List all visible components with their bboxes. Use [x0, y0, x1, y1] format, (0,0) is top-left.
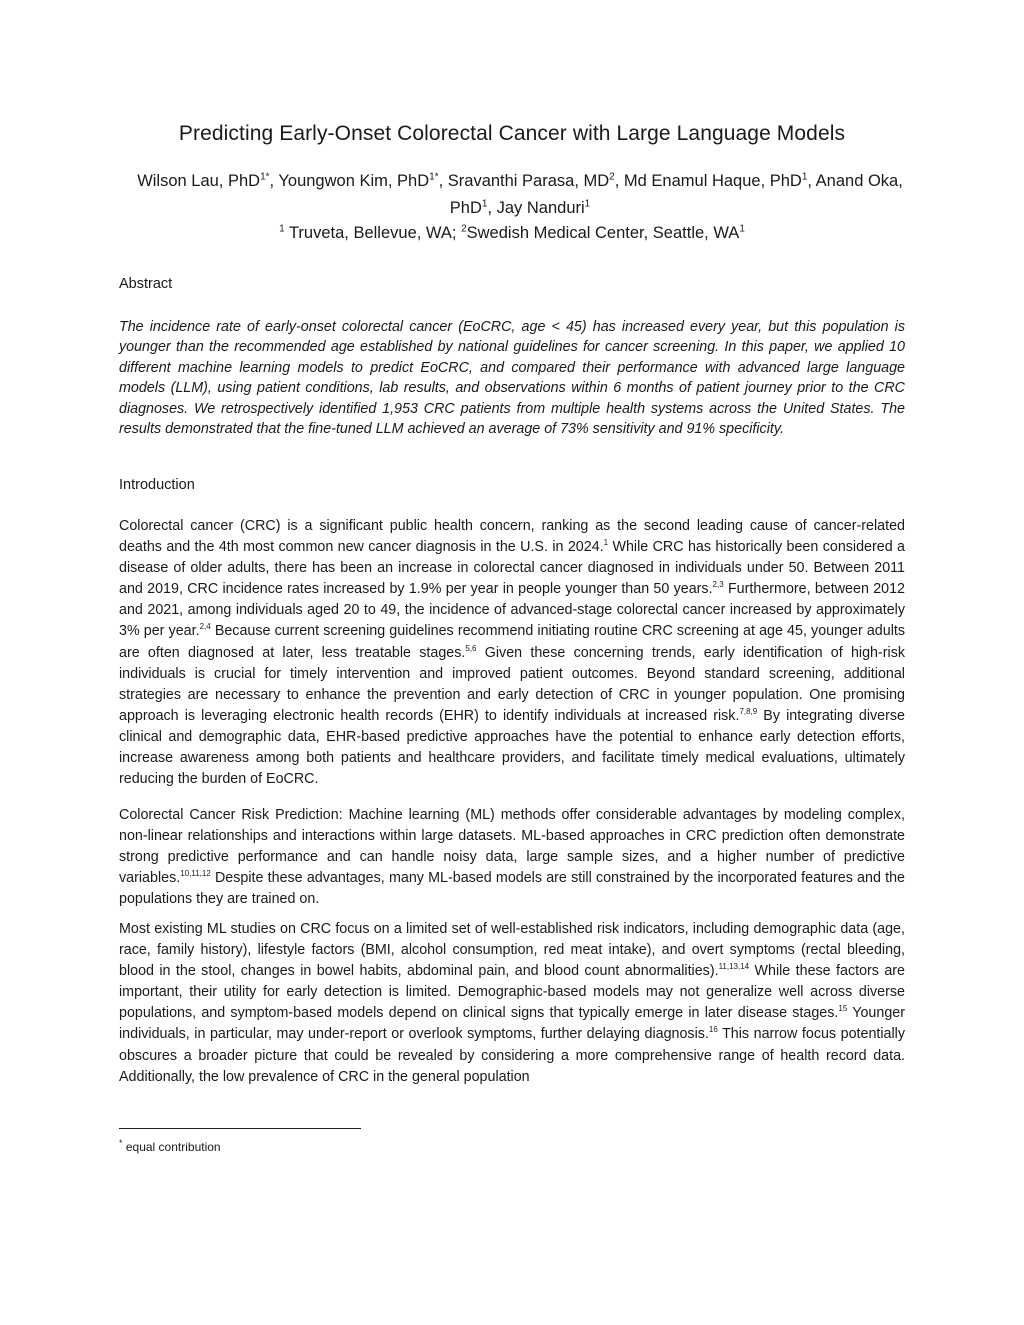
introduction-heading: Introduction	[119, 477, 195, 493]
author-affiliation-mark: 1*	[260, 171, 270, 183]
affiliation-mark: 1	[279, 223, 285, 235]
paragraph-text: Younger individuals, in particular, may under-report or overlook symptoms, further delaying diagnosis.	[119, 1005, 905, 1043]
footnote-divider	[119, 1128, 361, 1129]
paragraph-text: Furthermore, between 2012 and 2021, among individuals aged 20 to 49, the incidence of advanced-stage colorectal cancer increased by approximately 3% per year.	[119, 581, 905, 640]
author-name: Anand Oka, PhD	[449, 172, 903, 217]
citation-ref: 16	[708, 1025, 718, 1035]
citation-ref: 15	[838, 1004, 848, 1014]
author-affiliation-mark: 2	[609, 171, 615, 183]
footnote	[119, 1138, 221, 1156]
citation-ref: 1	[603, 538, 609, 548]
affiliation-mark: 2	[461, 223, 467, 235]
affiliations	[0, 222, 1024, 244]
paragraph-text: By integrating diverse clinical and demographic data, EHR-based predictive approaches have the potential to enhance early detection efforts, increase awareness among both patients and healthcare providers, and facilitate timely medical evaluations, ultimately reducing the burden of EoCRC.	[119, 707, 905, 788]
citation-ref: 10,11,12	[180, 869, 211, 879]
author-affiliation-mark: 1*	[429, 171, 439, 183]
body-paragraph	[119, 919, 905, 1088]
affiliation-text: Swedish Medical Center, Seattle, WA	[466, 224, 740, 242]
author-affiliation-mark: 1	[584, 198, 591, 210]
author-name: Wilson Lau, PhD	[137, 172, 261, 190]
paragraph-text: While these factors are important, their utility for early detection is limited. Demographic-based models may not generalize well across diverse populations, and symptom-based models depend on clinical signs that typically emerge in later disease stages.	[119, 963, 905, 1022]
author-name: Youngwon Kim, PhD	[278, 172, 430, 190]
citation-ref: 2,4	[199, 622, 211, 632]
paragraph-text: Colorectal cancer (CRC) is a significant public health concern, ranking as the second leading cause of cancer-related deaths and the 4th most common new cancer diagnosis in the U.S. in 2024.	[119, 518, 905, 556]
citation-ref: 7,8,9	[739, 707, 758, 717]
citation-ref: 2,3	[712, 580, 724, 590]
author-name: Md Enamul Haque, PhD	[623, 172, 802, 190]
footnote-text: equal contribution	[122, 1140, 221, 1154]
affiliation-mark: 1	[739, 223, 745, 235]
abstract-text: The incidence rate of early-onset colorectal cancer (EoCRC, age < 45) has increased every year, but this population is younger than the recommended age established by national guidelines for cancer screening. In this paper, we applied 10 different machine learning models to predict EoCRC, and compared their performance with advanced large language models (LLM), using patient conditions, lab results, and observations within 6 months of patient journey prior to the CRC diagnoses. We retrospectively identified 1,953 CRC patients from multiple health systems across the United States. The results demonstrated that the fine-tuned LLM achieved an average of 73% sensitivity and 91% specificity.	[119, 319, 905, 438]
body-paragraph	[119, 805, 905, 910]
author-name: Sravanthi Parasa, MD	[447, 172, 610, 190]
author-list: Wilson Lau, PhD$^{1*}$, Youngwon Kim, PhD$^{1*}$, Sravanthi Parasa, $MD^2$, Md Enamul Haque, PhD$^1$, Anand Oka, PhD$^1$, Jay Nanduri$^1$	[137, 171, 903, 217]
affiliation-text: Truveta, Bellevue, WA;	[284, 224, 462, 242]
citation-ref: 5,6	[465, 643, 477, 653]
paragraph-text: Despite these advantages, many ML-based models are still constrained by the incorporated features and the populations they are trained on.	[119, 870, 905, 908]
paragraph-text: Because current screening guidelines recommend initiating routine CRC screening at age 45, younger adults are often diagnosed at later, less treatable stages.	[119, 623, 905, 661]
author-name: Jay Nanduri	[496, 199, 585, 217]
paragraph-text: Colorectal Cancer Risk Prediction: Machine learning (ML) methods offer considerable advantages by modeling complex, non-linear relationships and interactions within large datasets. ML-based approaches in CRC prediction often demonstrate strong predictive performance and can handle noisy data, large sample sizes, and a higher number of predictive variables.	[119, 807, 905, 887]
body-paragraph	[119, 516, 905, 790]
paper-title: Predicting Early-Onset Colorectal Cancer with Large Language Models	[178, 122, 846, 145]
author-affiliation-mark: 1	[801, 171, 808, 183]
citation-ref: 11,13,14	[718, 962, 750, 972]
footnote-mark: *	[119, 1138, 123, 1148]
paragraph-text: Most existing ML studies on CRC focus on a limited set of well-established risk indicators, including demographic data (age, race, family history), lifestyle factors (BMI, alcohol consumption, red meat intake), and overt symptoms (rectal bleeding, blood in the stool, changes in bowel habits, abdominal pain, and blood count abnormalities).	[119, 921, 905, 980]
author-affiliation-mark: 1	[481, 198, 488, 210]
paragraph-text: While CRC has historically been considered a disease of older adults, there has been an increase in colorectal cancer diagnosed in individuals under 50. Between 2011 and 2019, CRC incidence rates increased by 1.9% per year in people younger than 50 years.	[119, 539, 905, 598]
paragraph-text: Given these concerning trends, early identification of high-risk individuals is crucial for timely intervention and improved patient outcomes. Beyond standard screening, additional strategies are necessary to enhance the prevention and early detection of CRC in younger population. One promising approach is leveraging electronic health records (EHR) to identify individuals at increased risk.	[119, 644, 905, 724]
paragraph-text: This narrow focus potentially obscures a broader picture that could be revealed by considering a more comprehensive range of health record data. Additionally, the low prevalence of CRC in the general population	[119, 1026, 905, 1085]
abstract-heading: Abstract	[119, 276, 173, 292]
